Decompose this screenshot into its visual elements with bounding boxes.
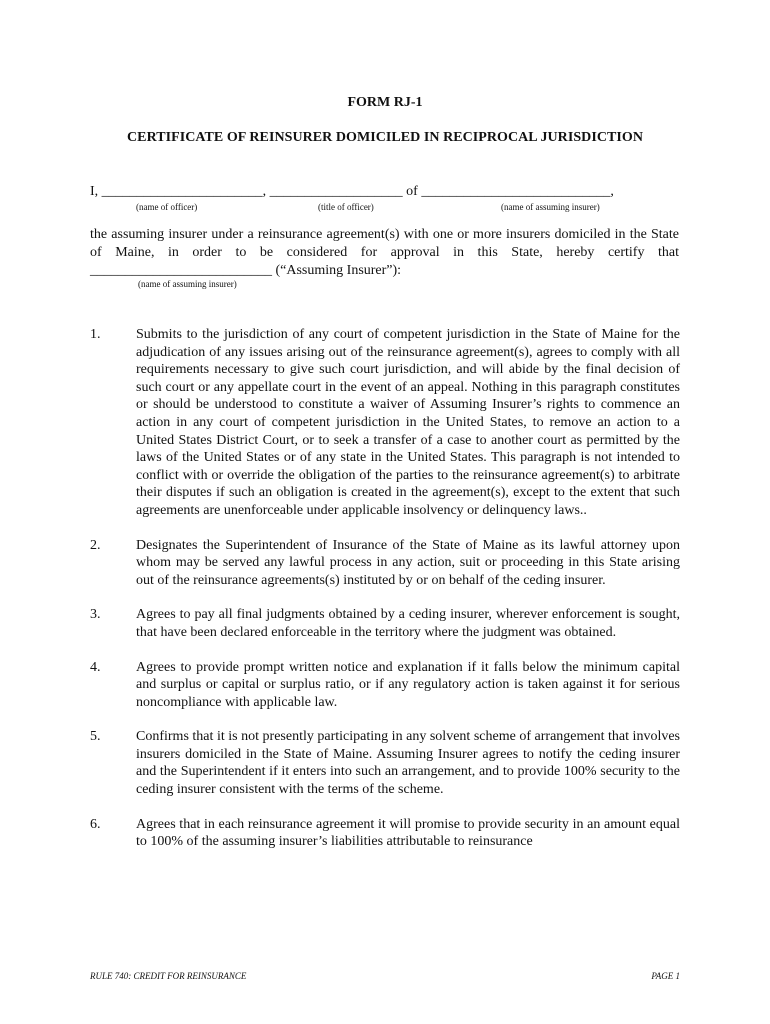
- item-text: Submits to the jurisdiction of any court of competent jurisdiction in the State of Maine for the adjudication of any issues arising out of the reinsurance agreement(s), agrees to comply with all requirements necessary to give such court jurisdiction, and will abide by the final decision of such court or any appellate court in the event of an appeal. Nothing in this paragraph constitutes or should be understood to constitute a waiver of Assuming Insurer’s rights to commence an action in any court of competent jurisdiction in the United States, to remove an action to a United States District Court, or to seek a transfer of a case to another court as permitted by the laws of the United States or of any state in the United States. This paragraph is not intended to conflict with or override the obligation of the parties to the reinsurance agreement(s) to arbitrate their disputes if such an obligation is created in the agreement(s), except to the extent that such agreements are unenforceable under applicable insolvency or delinquency laws..: [136, 327, 680, 518]
- footer-rule-title: RULE 740: CREDIT FOR REINSURANCE: [90, 971, 247, 981]
- item-text: Designates the Superintendent of Insurance of the State of Maine as its lawful attorney upon whom may be served any lawful process in any action, suit or proceeding in this State arising out of the reinsurance agreements(s) instituted by or on behalf of the ceding insurer.: [136, 537, 680, 588]
- list-item-2: [90, 537, 680, 590]
- item-text: Agrees that in each reinsurance agreement it will promise to provide security in an amount equal to 100% of the assuming insurer’s liabilities attributable to reinsurance: [136, 816, 680, 850]
- list-item-1: [90, 326, 680, 520]
- item-text: Agrees to pay all final judgments obtained by a ceding insurer, wherever enforcement is sought, that have been declared enforceable in the territory where the judgment was obtained.: [136, 607, 680, 640]
- list-item-3: [90, 606, 680, 641]
- list-item-6: [90, 816, 680, 851]
- list-item-4: [90, 659, 680, 712]
- document-title: CERTIFICATE OF REINSURER DOMICILED IN RECIPROCAL JURISDICTION: [127, 130, 643, 145]
- list-item-5: [90, 728, 680, 798]
- item-number: 1.: [90, 327, 101, 342]
- footer-page-number: PAGE 1: [651, 971, 680, 981]
- caption-title-of-officer: (title of officer): [318, 202, 374, 212]
- intro-paragraph: the assuming insurer under a reinsurance agreement(s) with one or more insurers domiciled in the State of Maine, in order to be considered for approval in this State, hereby certify that __________________________ (“Assuming Insurer”):: [90, 227, 679, 278]
- item-number: 5.: [90, 729, 101, 745]
- caption-name-of-officer: (name of officer): [136, 202, 198, 212]
- officer-line: I, _______________________, ___________________ of ___________________________,: [90, 184, 614, 199]
- numbered-list: [90, 326, 680, 868]
- item-text: Agrees to provide prompt written notice and explanation if it falls below the minimum capital and surplus or capital or surplus ratio, or if any regulatory action is taken against it for serious noncompliance with applicable law.: [136, 659, 680, 710]
- caption-assuming-insurer-intro: (name of assuming insurer): [138, 279, 237, 289]
- caption-name-of-assuming-insurer: (name of assuming insurer): [501, 202, 600, 212]
- item-text: Confirms that it is not presently participating in any solvent scheme of arrangement that involves insurers domiciled in the State of Maine. Assuming Insurer agrees to notify the ceding insurer and the Superintendent if it enters into such an arrangement, and to provide 100% security to the ceding insurer consistent with the terms of the scheme.: [136, 729, 680, 798]
- item-number: 4.: [90, 659, 101, 675]
- item-number: 3.: [90, 607, 101, 623]
- form-id: FORM RJ-1: [347, 95, 423, 110]
- item-number: 6.: [90, 816, 101, 832]
- item-number: 2.: [90, 537, 101, 553]
